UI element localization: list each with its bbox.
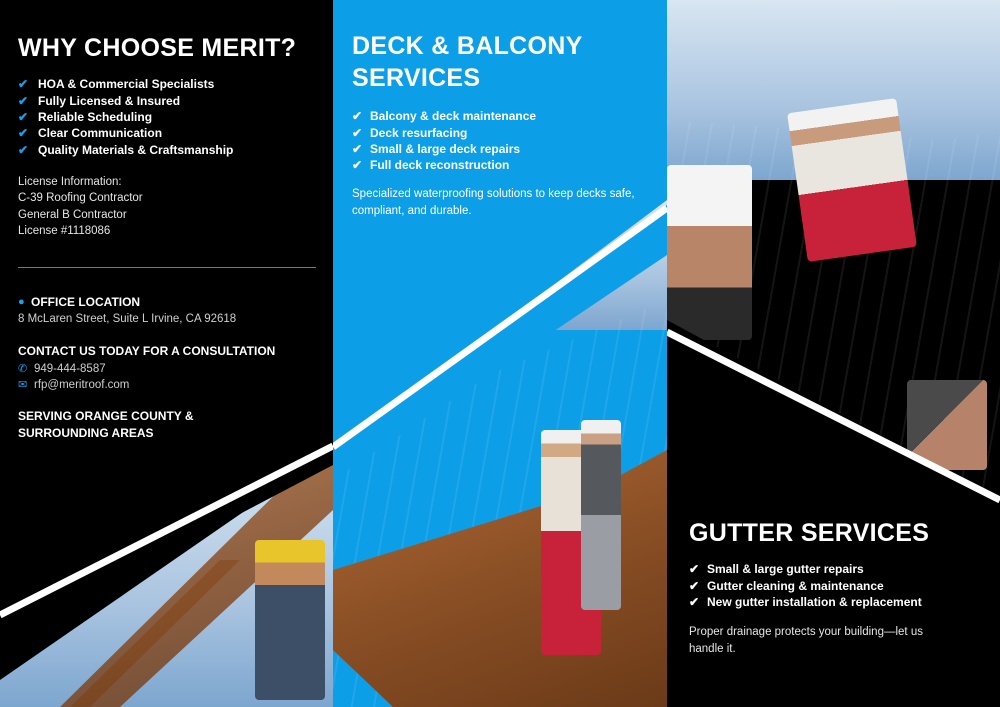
- list-item: ✔ HOA & Commercial Specialists: [18, 77, 215, 92]
- service-list: [352, 108, 536, 174]
- panel-gutter: [667, 0, 1000, 707]
- panel-why-choose: [0, 0, 333, 707]
- check-icon: ✔: [689, 562, 700, 577]
- check-icon: ✔: [18, 142, 29, 157]
- list-item: ✔ Gutter cleaning & maintenance: [689, 578, 884, 593]
- list-item: ✔ Small & large deck repairs: [352, 141, 521, 156]
- check-icon: ✔: [18, 77, 29, 92]
- phone-number[interactable]: 949-444-8587: [34, 362, 106, 375]
- mail-icon: ✉: [18, 379, 28, 391]
- license-line: C-39 Roofing Contractor: [18, 192, 143, 205]
- list-item: ✔ Small & large gutter repairs: [689, 562, 864, 577]
- check-icon: ✔: [352, 158, 363, 173]
- list-item: ✔ Reliable Scheduling: [18, 109, 153, 124]
- panel-deck-balcony: [333, 0, 667, 707]
- license-line: License #1118086: [18, 225, 111, 238]
- phone-line[interactable]: [18, 362, 106, 375]
- map-pin-icon: ●: [18, 296, 25, 308]
- list-item: ✔ Quality Materials & Craftsmanship: [18, 142, 234, 157]
- list-item: ✔ Deck resurfacing: [352, 125, 468, 140]
- check-icon: ✔: [18, 109, 29, 124]
- section-description: Proper drainage protects your building—let us handle it.: [689, 626, 923, 655]
- office-address: 8 McLaren Street, Suite L Irvine, CA 92618: [18, 313, 237, 325]
- check-icon: ✔: [689, 578, 700, 593]
- check-icon: ✔: [689, 594, 700, 609]
- page-title: WHY CHOOSE MERIT?: [18, 34, 297, 62]
- license-line: General B Contractor: [18, 208, 127, 221]
- check-icon: ✔: [352, 125, 363, 140]
- license-heading: License Information:: [18, 176, 122, 188]
- divider: [18, 267, 316, 268]
- email-address[interactable]: rfp@meritroof.com: [34, 378, 130, 391]
- contact-heading: CONTACT US TODAY FOR A CONSULTATION: [18, 344, 276, 358]
- service-list: [689, 561, 922, 610]
- section-title: DECK & BALCONY SERVICES: [352, 32, 583, 92]
- email-line[interactable]: [18, 378, 129, 391]
- list-item: ✔ Fully Licensed & Insured: [18, 93, 181, 108]
- section-title: GUTTER SERVICES: [689, 519, 930, 547]
- list-item: ✔ Balcony & deck maintenance: [352, 109, 537, 124]
- list-item: ✔ Clear Communication: [18, 126, 163, 141]
- phone-icon: ✆: [18, 363, 28, 375]
- check-icon: ✔: [352, 141, 363, 156]
- check-icon: ✔: [352, 109, 363, 124]
- diagonal-divider: [333, 0, 667, 707]
- service-area: SERVING ORANGE COUNTY & SURROUNDING AREAS: [18, 409, 194, 440]
- check-icon: ✔: [18, 93, 29, 108]
- list-item: ✔ Full deck reconstruction: [352, 158, 510, 173]
- office-heading: ● OFFICE LOCATION: [18, 295, 141, 309]
- feature-list: [18, 76, 233, 158]
- check-icon: ✔: [18, 126, 29, 141]
- list-item: ✔ New gutter installation & replacement: [689, 594, 922, 609]
- license-info: [18, 174, 143, 240]
- section-description: Specialized waterproofing solutions to keep decks safe, compliant, and durable.: [352, 188, 635, 217]
